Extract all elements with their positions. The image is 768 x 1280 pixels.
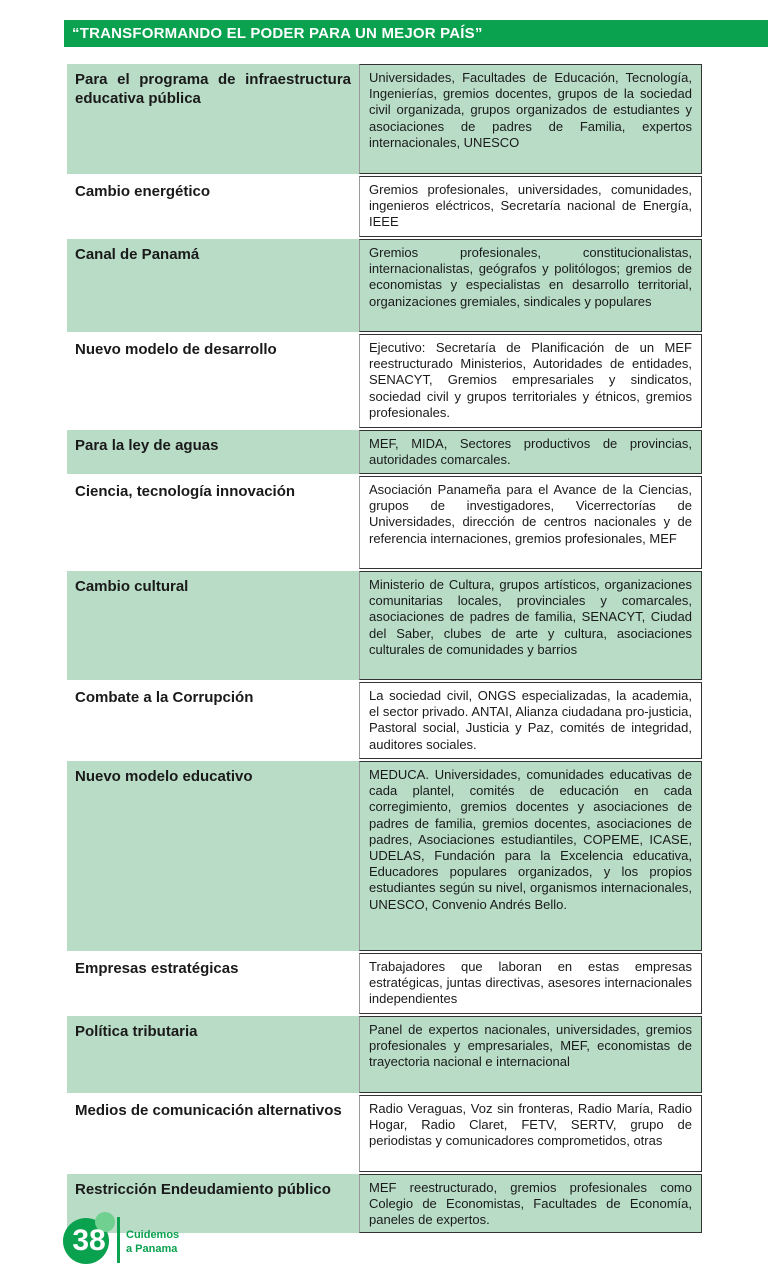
actors-cell: MEF reestructurado, gremios profesionales como Colegio de Economistas, Facultades de Economía, paneles de expertos. xyxy=(359,1174,702,1233)
actors-cell: MEDUCA. Universidades, comunidades educativas de cada plantel, comités de educación en cada corregimiento, gremios docentes y asociaciones de padres de familia, gremios docentes, asociaciones de padres, Asociaciones estudiantiles, COPEME, ICASE, UDELAS, Fundación para la Excelencia educativa, Educadores populares organizados, y los propios estudiantes según su nivel, organismos internacionales, UNESCO, Convenio Andrés Bello. xyxy=(359,761,702,951)
table-row xyxy=(67,239,702,334)
topic-cell: Canal de Panamá xyxy=(67,239,359,332)
table-row xyxy=(67,1095,702,1174)
footer-divider xyxy=(117,1217,120,1263)
actors-cell: Radio Veraguas, Voz sin fronteras, Radio María, Radio Hogar, Radio Claret, FETV, SERTV, grupo de periodistas y comunicadores comprometidos, otras xyxy=(359,1095,702,1172)
table-row xyxy=(67,176,702,239)
brand-line-1: Cuidemos xyxy=(126,1229,180,1241)
topic-cell: Restricción Endeudamiento público xyxy=(67,1174,359,1233)
actors-cell: Universidades, Facultades de Educación, Tecnología, Ingenierías, gremios docentes, grupos de la sociedad civil organizada, grupos organizados de estudiantes y asociaciones de padres de Familia, expertos internacionales, UNESCO xyxy=(359,64,702,174)
actors-cell: Panel de expertos nacionales, universidades, gremios profesionales y empresariales, MEF, economistas de trayectoria nacional e internacional xyxy=(359,1016,702,1093)
table-row xyxy=(67,430,702,476)
table-row xyxy=(67,1016,702,1095)
topic-cell: Política tributaria xyxy=(67,1016,359,1093)
topic-cell: Medios de comunicación alternativos xyxy=(75,1102,342,1119)
topic-cell: Nuevo modelo educativo xyxy=(67,761,359,951)
table-row xyxy=(67,571,702,682)
page-title: “TRANSFORMANDO EL PODER PARA UN MEJOR PAÍS” xyxy=(72,25,483,42)
actors-cell: Asociación Panameña para el Avance de la Ciencias, grupos de investigadores, Vicerrectorías de Universidades, dirección de centros nacionales y de referencia internaciones, gremios profesionales, MEF xyxy=(359,476,702,569)
brand-line-2: a Panama xyxy=(126,1243,178,1255)
brand-name xyxy=(126,1228,179,1256)
topic-cell: Cambio cultural xyxy=(67,571,359,680)
table-row xyxy=(67,953,702,1016)
actors-cell: MEF, MIDA, Sectores productivos de provincias, autoridades comarcales. xyxy=(359,430,702,474)
topic-cell: Cambio energético xyxy=(75,183,211,200)
actors-cell: Ejecutivo: Secretaría de Planificación de un MEF reestructurado Ministerios, Autoridades de entidades, SENACYT, Gremios empresariales y sindicatos, sociedad civil y grupos territoriales y étnicos, gremios profesionales. xyxy=(359,334,702,428)
topic-cell: Empresas estratégicas xyxy=(75,960,239,977)
footer-logo xyxy=(63,1218,123,1268)
actors-cell: Gremios profesionales, universidades, comunidades, ingenieros eléctricos, Secretaría nacional de Energía, IEEE xyxy=(359,176,702,237)
topic-cell: Para la ley de aguas xyxy=(67,430,359,474)
table-row xyxy=(67,476,702,571)
topic-cell: Nuevo modelo de desarrollo xyxy=(75,341,277,358)
page-number: 38 xyxy=(72,1224,106,1257)
stakeholder-table xyxy=(67,64,702,1235)
table-row xyxy=(67,334,702,430)
actors-cell: Gremios profesionales, constitucionalistas, internacionalistas, geógrafos y politólogos; gremios de economistas y especialistas en desarrollo territorial, organizaciones gremiales, sindicales y populares xyxy=(359,239,702,332)
table-row xyxy=(67,761,702,953)
table-row xyxy=(67,64,702,176)
header-bar xyxy=(64,20,768,47)
topic-cell: Para el programa de infraestructura educativa pública xyxy=(67,64,359,174)
actors-cell: Trabajadores que laboran en estas empresas estratégicas, juntas directivas, asesores internacionales independientes xyxy=(359,953,702,1014)
topic-cell: Ciencia, tecnología innovación xyxy=(75,483,296,500)
topic-cell: Combate a la Corrupción xyxy=(75,689,254,706)
table-row xyxy=(67,1174,702,1235)
actors-cell: Ministerio de Cultura, grupos artísticos, organizaciones comunitarias locales, provinciales y comarcales, asociaciones de padres de familia, SENACYT, Ciudad del Saber, clubes de arte y cultura, asociaciones culturales de comunidades y barrios xyxy=(359,571,702,680)
table-row xyxy=(67,682,702,761)
actors-cell: La sociedad civil, ONGS especializadas, la academia, el sector privado. ANTAI, Alianza ciudadana pro-justicia, Pastoral social, Justicia y Paz, comités de integridad, auditores sociales. xyxy=(359,682,702,759)
